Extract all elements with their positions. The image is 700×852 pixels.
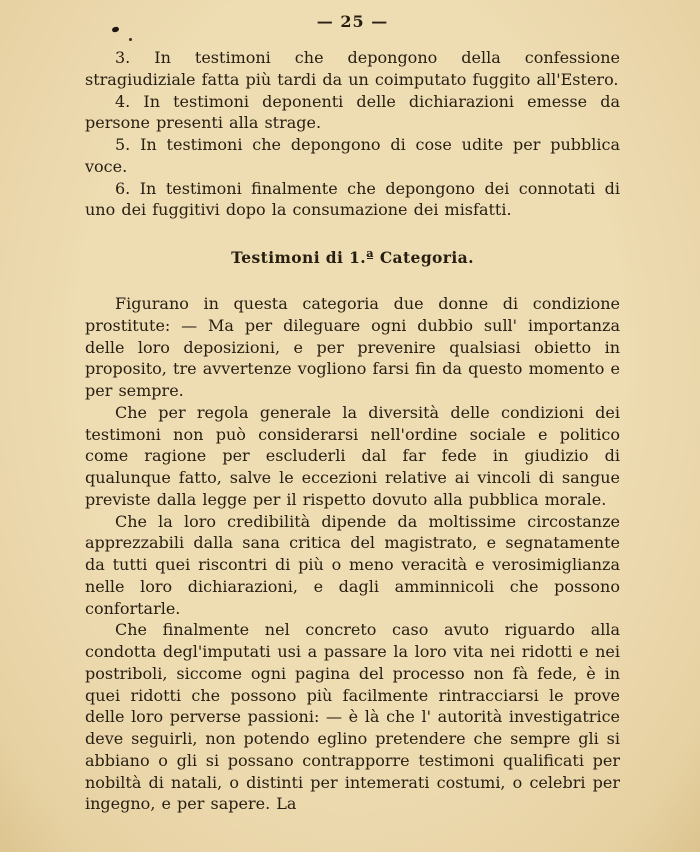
paragraph-credibilita: Che la loro credibilità dipende da moltissime circostanze apprezzabili dalla sana critica del magistrato, e segnatamente da tutti quei riscontri di più o meno veracità e verosimiglianza nelle loro dichiarazioni, e dagli amminnicoli che possono confortarle. bbox=[85, 511, 620, 618]
paragraph-item-6: 6. In testimoni finalmente che depongono dei connotati di uno dei fuggitivi dopo la consumazione dei misfatti. bbox=[85, 178, 620, 220]
ink-speck bbox=[129, 38, 132, 41]
paragraph-item-5: 5. In testimoni che depongono di cose udite per pubblica voce. bbox=[85, 135, 620, 176]
section-heading: Testimoni di 1.ª Categoria. bbox=[231, 248, 474, 267]
paragraph-figurano: Figurano in questa categoria due donne di condizione prostitute: — Ma per dileguare ogni dubbio sull' importanza delle loro deposizioni, e per prevenire qualsiasi obietto in proposito, tre avvertenze vogliono farsi fin da questo momento e per sempre. bbox=[85, 294, 620, 400]
page-number: — 25 — bbox=[316, 12, 389, 31]
ink-spot bbox=[111, 26, 119, 33]
paragraph-concreto-caso: Che finalmente nel concreto caso avuto riguardo alla condotta degl'imputati usi a passare la loro vita nei ridotti e nei postriboli, siccome ogni pagina del processo non fà fede, è in quei ridotti che possono più facilmente rintracciarsi le prove delle loro perverse passioni: — è là che l' autorità investigatrice deve seguirli, non potendo eglino pretendere che sempre gli si abbiano o gli si possano contrapporre testimoni qualificati per nobiltà di natali, o distinti per intemerati costumi, o celebri per ingegno, e per sapere. La bbox=[85, 620, 620, 814]
paragraph-regola-generale: Che per regola generale la diversità delle condizioni dei testimoni non può considerarsi nell'ordine sociale e politico come ragione per escluderli dal far fede in giudizio di qualunque fatto, salve le eccezioni relative ai vincoli di sangue previste dalla legge per il rispetto dovuto alla pubblica morale. bbox=[85, 402, 620, 509]
paragraph-item-3: 3. In testimoni che depongono della confessione stragiudiziale fatta più tardi da un coimputato fuggito all'Estero. bbox=[85, 48, 620, 89]
paragraph-item-4: 4. In testimoni deponenti delle dichiarazioni emesse da persone presenti alla strage. bbox=[85, 91, 620, 133]
